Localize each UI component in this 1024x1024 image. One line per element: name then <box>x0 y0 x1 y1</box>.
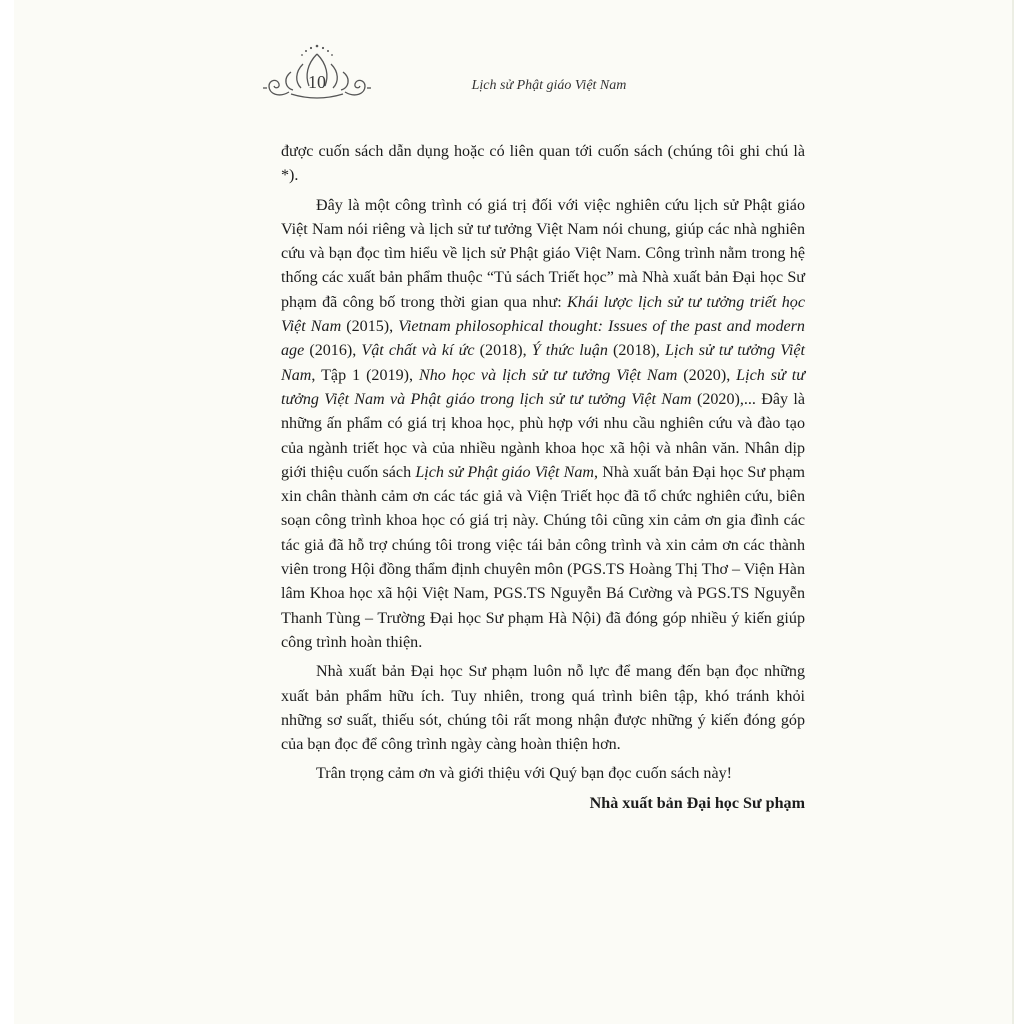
body-text <box>281 140 805 816</box>
running-title: Lịch sử Phật giáo Việt Nam <box>471 78 627 93</box>
book-title: Lịch sử tư tưởng Việt Nam <box>281 342 805 384</box>
text-run: Đây là một công trình có giá trị đối với việc nghiên cứu lịch sử Phật giáo Việt Nam nói riêng và lịch sử tư tưởng Việt Nam nói chung, giúp các nhà nghiên cứu và bạn đọc tìm hiểu về lịch sử Phật giáo Việt Nam. Công trình nằm trong hệ thống các xuất bản phẩm thuộc “Tủ sách Triết học” mà Nhà xuất bản Đại học Sư phạm đã công bố trong thời gian qua như: <box>281 196 805 311</box>
book-title: Vật chất và kí ức <box>361 342 475 360</box>
text-run: (2018), <box>607 342 666 360</box>
text-run: (2020), <box>677 366 737 384</box>
paragraph-3: Nhà xuất bản Đại học Sư phạm luôn nỗ lực để mang đến bạn đọc những xuất bản phẩm hữu ích. Tuy nhiên, trong quá trình biên tập, khó tránh khỏi những sơ suất, thiếu sót, chúng tôi rất mong nhận được những ý kiến đóng góp của bạn đọc để công trình ngày càng hoàn thiện hơn. <box>281 663 805 754</box>
paragraph-1: được cuốn sách dẫn dụng hoặc có liên quan tới cuốn sách (chúng tôi ghi chú là *). <box>281 143 805 185</box>
book-title: Vietnam philosophical thought: Issues of the past and modern age <box>281 318 805 360</box>
page-edge <box>1012 0 1014 1024</box>
text-run: , Nhà xuất bản Đại học Sư phạm xin chân thành cảm ơn các tác giả và Viện Triết học đã tổ chức nghiên cứu, biên soạn công trình khoa học có giá trị này. Chúng tôi cũng xin cảm ơn gia đình các tác giả đã hỗ trợ chúng tôi trong việc tái bản công trình và xin cảm ơn các thành viên trong Hội đồng thẩm định chuyên môn (PGS.TS Hoàng Thị Thơ – Viện Hàn lâm Khoa học xã hội Việt Nam, PGS.TS Nguyễn Bá Cường và PGS.TS Nguyễn Thanh Tùng – Trường Đại học Sư phạm Hà Nội) đã đóng góp nhiều ý kiến giúp công trình hoàn thiện. <box>281 463 806 651</box>
book-title: Khái lược lịch sử tư tưởng triết học Việt Nam <box>281 293 805 336</box>
book-title: Lịch sử Phật giáo Việt Nam <box>415 463 595 481</box>
book-page <box>14 0 1014 1024</box>
text-run: (2016), <box>304 342 362 360</box>
book-title: Lịch sử tư tưởng Việt Nam và Phật giáo trong lịch sử tư tưởng Việt Nam <box>281 366 805 408</box>
publisher-signature: Nhà xuất bản Đại học Sư phạm <box>589 794 805 812</box>
book-title: Nho học và lịch sử tư tưởng Việt Nam <box>418 366 678 384</box>
text-run: (2015), <box>341 318 399 336</box>
paragraph-4: Trân trọng cảm ơn và giới thiệu với Quý bạn đọc cuốn sách này! <box>316 765 733 783</box>
text-run: (2018), <box>474 342 532 360</box>
page-number: 10 <box>308 72 326 92</box>
text-run: , Tập 1 (2019), <box>311 366 419 384</box>
book-title: Ý thức luận <box>531 342 608 360</box>
paragraph-2 <box>281 194 805 656</box>
text-run: (2020),... Đây là những ấn phẩm có giá trị khoa học, phù hợp với nhu cầu nghiên cứu và đào tạo của ngành triết học và của nhiều ngành khoa học xã hội và nhân văn. Nhân dịp giới thiệu cuốn sách <box>281 390 805 481</box>
